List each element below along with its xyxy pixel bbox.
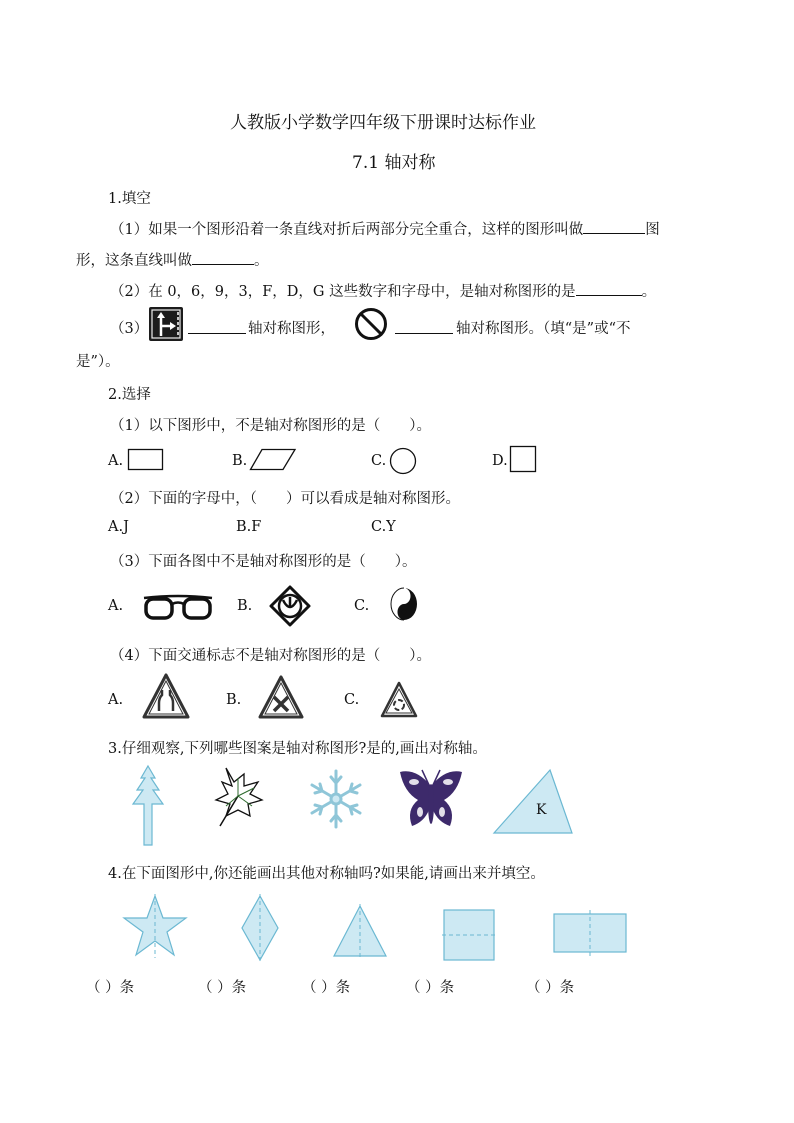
answer-blank[interactable] [188, 319, 246, 334]
q2-s1: （1）以下图形中，不是轴对称图形的是（ ）。 [110, 418, 431, 434]
option-b[interactable]: B. [232, 453, 248, 469]
emblem-icon [270, 586, 310, 626]
answer-blank[interactable] [576, 281, 642, 296]
square-shape [442, 908, 496, 962]
parallelogram-shape [250, 449, 296, 471]
rhombus-shape [240, 894, 280, 962]
answer-label[interactable]: （ ）条 [198, 980, 247, 996]
option-d[interactable]: D. [492, 453, 508, 469]
narrow-road-sign-icon [142, 673, 190, 719]
q1-p3-end: 轴对称图形。（填“是”或“不 [456, 321, 631, 337]
q2-s4: （4）下面交通标志不是轴对称图形的是（ ）。 [110, 648, 431, 664]
square-shape [510, 446, 537, 473]
answer-label[interactable]: （ ）条 [302, 980, 351, 996]
option-c[interactable]: C.Y [371, 519, 396, 535]
circle-shape [389, 447, 417, 475]
leaf-icon [214, 766, 264, 828]
answer-blank[interactable] [583, 219, 645, 234]
option-a[interactable]: A.J [108, 519, 129, 535]
triangle-shape [332, 904, 388, 958]
danger-sign-icon [258, 675, 304, 719]
q4-heading: 4.在下面图形中,你还能画出其他对称轴吗?如果能,请画出来并填空。 [108, 866, 545, 882]
rectangle-shape [552, 910, 628, 956]
q1-p1-line2 [76, 249, 269, 270]
turn-sign-icon [149, 307, 183, 341]
q3-heading: 3.仔细观察,下列哪些图案是轴对称图形?是的,画出对称轴。 [108, 741, 487, 757]
q2-s3: （3）下面各图中不是轴对称图形的是（ ）。 [110, 554, 417, 570]
triangle-shape [492, 768, 574, 836]
option-a[interactable]: A. [108, 598, 124, 614]
roundabout-sign-icon [380, 681, 418, 719]
answer-label[interactable]: （ ）条 [526, 980, 575, 996]
q1-p2-text: （2）在 0，6，9，3，F，D，G 这些数字和字母中，是轴对称图形的是 [110, 284, 576, 300]
yin-yang-icon [390, 587, 418, 621]
q1-p3-line2: 是”）。 [76, 354, 120, 370]
q1-p2 [110, 280, 656, 301]
option-a[interactable]: A. [108, 453, 124, 469]
q1-p1-end: 图 [645, 222, 660, 238]
rectangle-shape [128, 449, 164, 471]
glasses-icon [142, 592, 214, 622]
q1-p1-line2-text: 形，这条直线叫做 [76, 253, 192, 269]
option-b[interactable]: B. [237, 598, 253, 614]
q1-p1-text: （1）如果一个图形沿着一条直线对折后两部分完全重合，这样的图形叫做 [110, 222, 584, 238]
answer-label[interactable]: （ ）条 [406, 980, 455, 996]
q1-p1-line2-end: 。 [254, 253, 269, 269]
q2-s2: （2）下面的字母中，（ ）可以看成是轴对称图形。 [110, 491, 460, 507]
triangle-letter: K [536, 802, 547, 818]
tree-arrow-shape [130, 766, 166, 846]
answer-blank[interactable] [192, 250, 254, 265]
prohibition-icon [354, 307, 388, 341]
answer-label[interactable]: （ ）条 [86, 980, 135, 996]
answer-blank[interactable] [395, 319, 453, 334]
q2-heading: 2.选择 [108, 387, 151, 403]
q1-p3-label: （3） [110, 321, 149, 337]
q1-p3-mid: 轴对称图形， [248, 321, 335, 337]
option-c[interactable]: C. [371, 453, 387, 469]
q1-p2-end: 。 [641, 284, 657, 300]
page-subtitle: 7.1 轴对称 [352, 153, 436, 173]
star-shape [122, 894, 188, 960]
snowflake-icon [308, 768, 364, 830]
q1-heading: 1.填空 [108, 191, 151, 207]
butterfly-icon [398, 766, 464, 838]
option-b[interactable]: B. [226, 692, 242, 708]
option-c[interactable]: C. [354, 598, 370, 614]
page-title: 人教版小学数学四年级下册课时达标作业 [230, 113, 536, 133]
option-a[interactable]: A. [108, 692, 124, 708]
option-b[interactable]: B.F [236, 519, 262, 535]
option-c[interactable]: C. [344, 692, 360, 708]
q1-p1-line1 [110, 218, 660, 239]
